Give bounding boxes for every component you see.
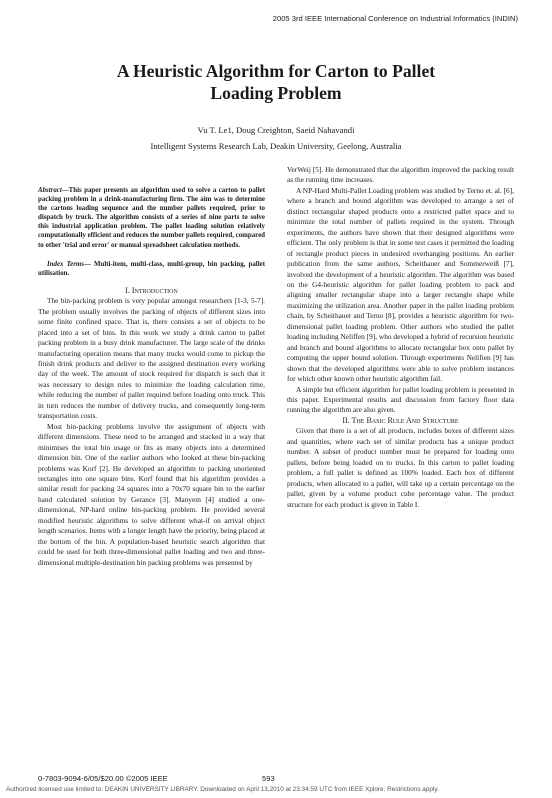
- affiliation: Intelligent Systems Research Lab, Deakin University, Geelong, Australia: [150, 141, 402, 151]
- paragraph: Most bin-packing problems involve the assignment of objects with different dimensions. These need to be arranged and stacked in a way that minimises the total bin usage or fits as many objects into a determined dimension bin. One of the earlier authors who looked at these bin-packing problems was Korf [2]. He developed an algorithm to packing unoriented rectangles into one square bins. Korf found that his algorithm provides a similar result for packing 24 squares into a 70x70 square bin to the earlier hand calculated solution by Gerance [3]. Manyem [4] studied a one-dimensional, NP-hard online bin-packing problem. He provided several modified heuristic algorithms to solve different what-if on arrival object length scenarios. Items with a longer length have the priority, being placed at the bottom of the bin. A population-based heuristic search algorithm that could be used for both three-dimensional pallet loading and two and three-dimensional multiple-destination bin packing problems was presented by: [38, 421, 265, 567]
- abstract: Abstract—This paper presents an algorithm used to solve a carton to pallet packing problem in a drink-manufacturing firm. The aim was to determine the cartons loading sequence and the number pallets required, prior to dispatch by truck. The algorithm consists of a series of nine parts to solve this industrial application problem. The pallet loading solution relatively computationally efficient and reduces the number pallets required, compared to other 'trial and error' or manual spreadsheet calculation methods.: [38, 187, 265, 249]
- left-column: [38, 186, 265, 568]
- authors: Vu T. Le1, Doug Creighton, Saeid Nahavandi: [197, 125, 355, 135]
- title-line-1: A Heuristic Algorithm for Carton to Pallet: [116, 61, 436, 81]
- paragraph: VerWeij [5]. He demonstrated that the algorithm improved the packing result as the running time increases.: [287, 165, 514, 185]
- right-column: [287, 165, 514, 510]
- paper-title: [0, 60, 552, 104]
- index-terms-label: Index Terms: [47, 260, 84, 268]
- section-heading-introduction: I. Introduction: [125, 285, 178, 295]
- index-terms: Index Terms— Multi-item, multi-class, multi-group, bin packing, pallet utilisation.: [38, 260, 265, 277]
- section-heading-basic-rule: II. The Basic Rule And Structure: [342, 415, 459, 425]
- title-line-2: Loading Problem: [210, 83, 342, 103]
- conference-header: 2005 3rd IEEE International Conference on Industrial Informatics (INDIN): [272, 14, 518, 23]
- paragraph: The bin-packing problem is very popular amongst researchers [1-3, 5-7]. The problem usually involves the packing of objects of different sizes into some finite confined space. That is, there consists a set of objects to be placed into a set of bins. In this work we study a drink carton to pallet packing problem in a busy drink manufacturer. The large scale of the drinks manufacturing operation means that many trucks would come to pickup the finish drink products and deliver to the assigned destination every working day of the week. The amount of stock required for dispatch is such that it was necessary to design rules to minimize the loading calculation time, while reducing the number of pallet required before loading onto truck. This in turn reduces the number of delivery trucks, and consequently long-term transportation costs.: [38, 296, 265, 421]
- page-number: 593: [262, 774, 275, 783]
- paragraph: A NP-Hard Multi-Pallet Loading problem was studied by Terno et. al. [6], where a branch and bound algorithm was developed to arrange a set of distinct rectangular shaped products onto a restricted pallet space and to minimize the total number of pallets required in the system. Through experiments, the authors have shown that their designed algorithms were efficient. The only problem is that in some test cases it permitted the loading of rectangle product pieces in undesired overhanging positions. An earlier publication from the same authors, Scheithauer and Sommerweiß [7], involved the development of a heuristic algorithm. The algorithm was based on the G4-heuristic algorithm for pallet loading problem to pack and aligning smaller rectangular shape into a larger rectangle shape while maximizing the utilization area. Another paper in the pallet loading problem chain, by Scheithauer and Terno [8], provides a heuristic algorithm for two-dimensional pallet loading problem. Other authors who studied the pallet loading including Neliffen [9], who developed a hybrid of recursion heuristic and branch and bound algorithms to allocate rectangular box onto pallet by computing the upper bound solution. Through experiments Nelifien [9] has shown that the developed algorithms were able to solve problem instances for which other known other heuristic algorithm fail.: [287, 185, 514, 384]
- abstract-label: Abstract: [38, 187, 62, 194]
- paragraph: Given that there is a set of all products, includes boxes of different sizes and quantities, where each set of similar products has a unique product number. A subset of product number must be prepared for loading onto pallets, before being loaded on to trucks. In this carton to pallet loading problem, a full pallet is defined as 100% loaded. Each box of different products, when allocated to a pallet, will take up a certain percentage on the pallet, given by a volume product cube percentage value. The product structure for each product is given in Table I.: [287, 426, 514, 509]
- abstract-text: This paper presents an algorithm used to solve a carton to pallet packing problem in a drink-manufacturing firm. The aim was to determine the cartons loading sequence and the number pallets required, prior to dispatch by truck. The algorithm consists of a series of nine parts to solve this industrial application problem. The pallet loading solution relatively computationally efficient and reduces the number pallets required, compared to other 'trial and error' or manual spreadsheet calculation methods.: [38, 187, 265, 249]
- index-terms-text: Multi-item, multi-class, multi-group, bin packing, pallet utilisation.: [38, 260, 265, 277]
- copyright-footer: 0-7803-9094-6/05/$20.00 ©2005 IEEE: [38, 774, 168, 783]
- paragraph: A simple but efficient algorithm for pallet loading problem is presented in this paper. Experimental results and discussion from factory floor data running the algorithm are also given.: [287, 384, 514, 415]
- license-notice: Authorized licensed use limited to: DEAKIN UNIVERSITY LIBRARY. Downloaded on April 13,2010 at 23:34:59 UTC from IEEE Xplore. Restrictions apply.: [6, 786, 439, 793]
